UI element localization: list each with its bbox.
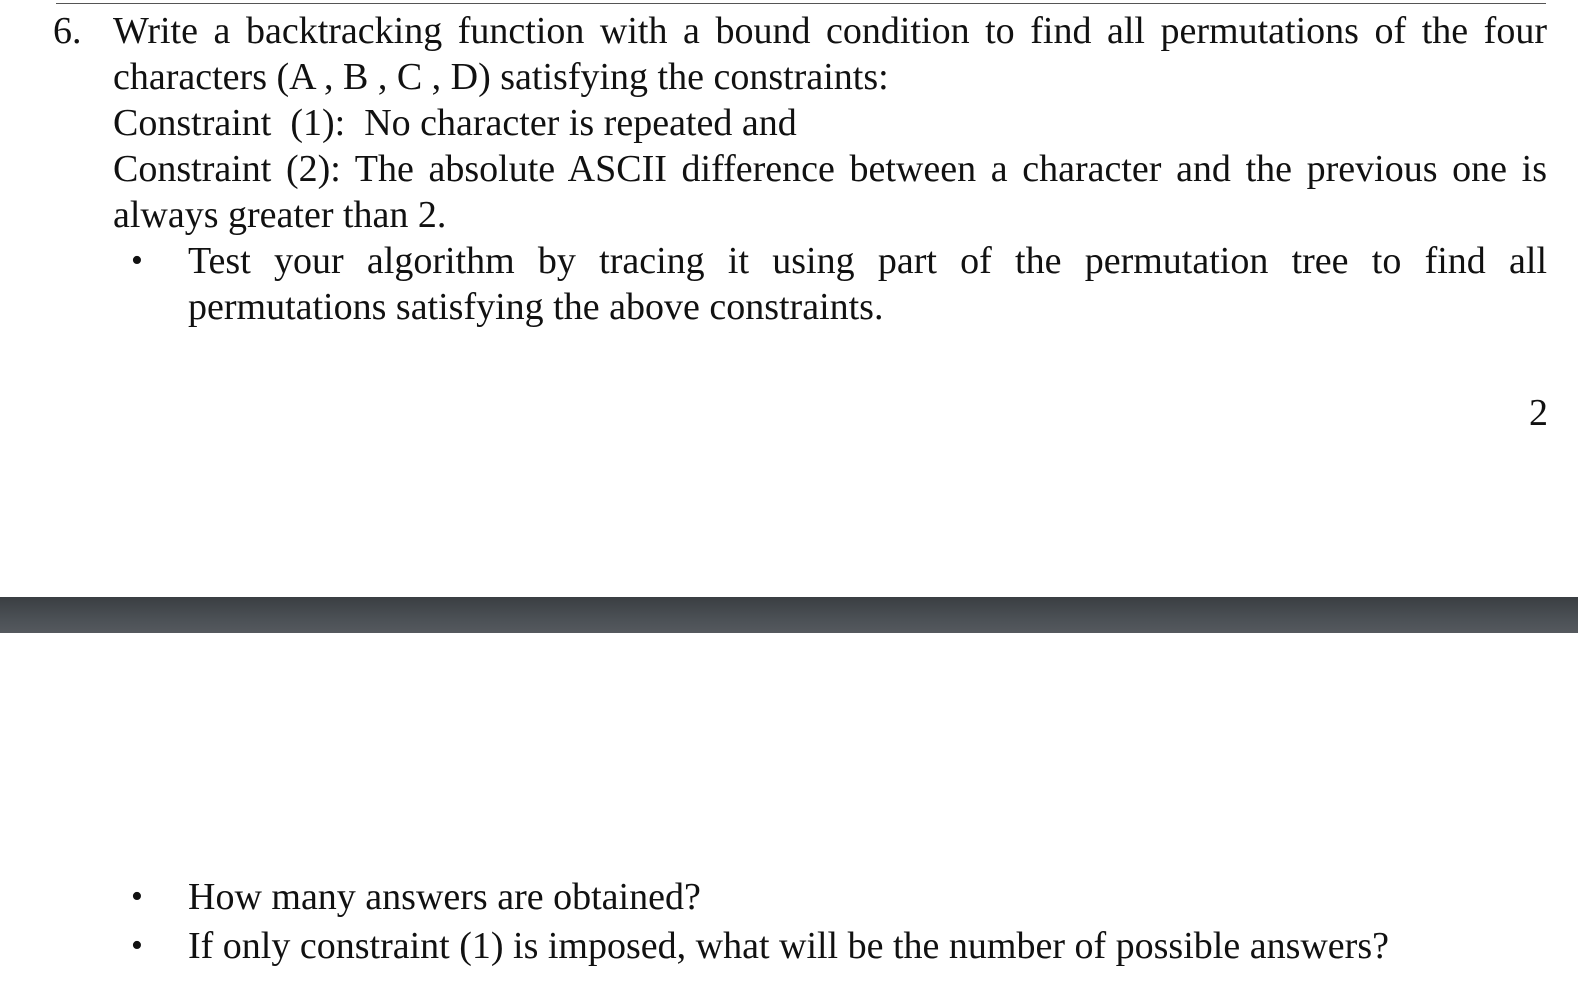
question-body (113, 8, 1547, 238)
question-number: 6. (53, 10, 82, 52)
bullet-trace-line-1: Test your algorithm by tracing it using part of the permutation tree to find all (188, 240, 1547, 282)
bullet-icon: • (131, 878, 143, 915)
page-number: 2 (1529, 392, 1548, 434)
top-rule (56, 3, 1546, 4)
question-line-5: always greater than 2. (113, 194, 447, 236)
bullet-icon: • (131, 242, 143, 279)
bullet-constraint-one-text: If only constraint (1) is imposed, what will be the number of possible answers? (188, 925, 1389, 967)
constraint-2-line: Constraint (2): The absolute ASCII difference between a character and the previous one is (113, 148, 1547, 190)
bullet-count-text: How many answers are obtained? (188, 876, 701, 918)
page-separator (0, 597, 1578, 633)
bullet-icon: • (131, 927, 143, 964)
question-line-1: Write a backtracking function with a bound condition to find all permutations of the four (113, 10, 1547, 52)
bullet-trace-line-2: permutations satisfying the above constraints. (188, 286, 884, 328)
question-line-2: characters (A , B , C , D) satisfying the constraints: (113, 56, 889, 98)
constraint-1-line: Constraint (1): No character is repeated and (113, 102, 797, 144)
